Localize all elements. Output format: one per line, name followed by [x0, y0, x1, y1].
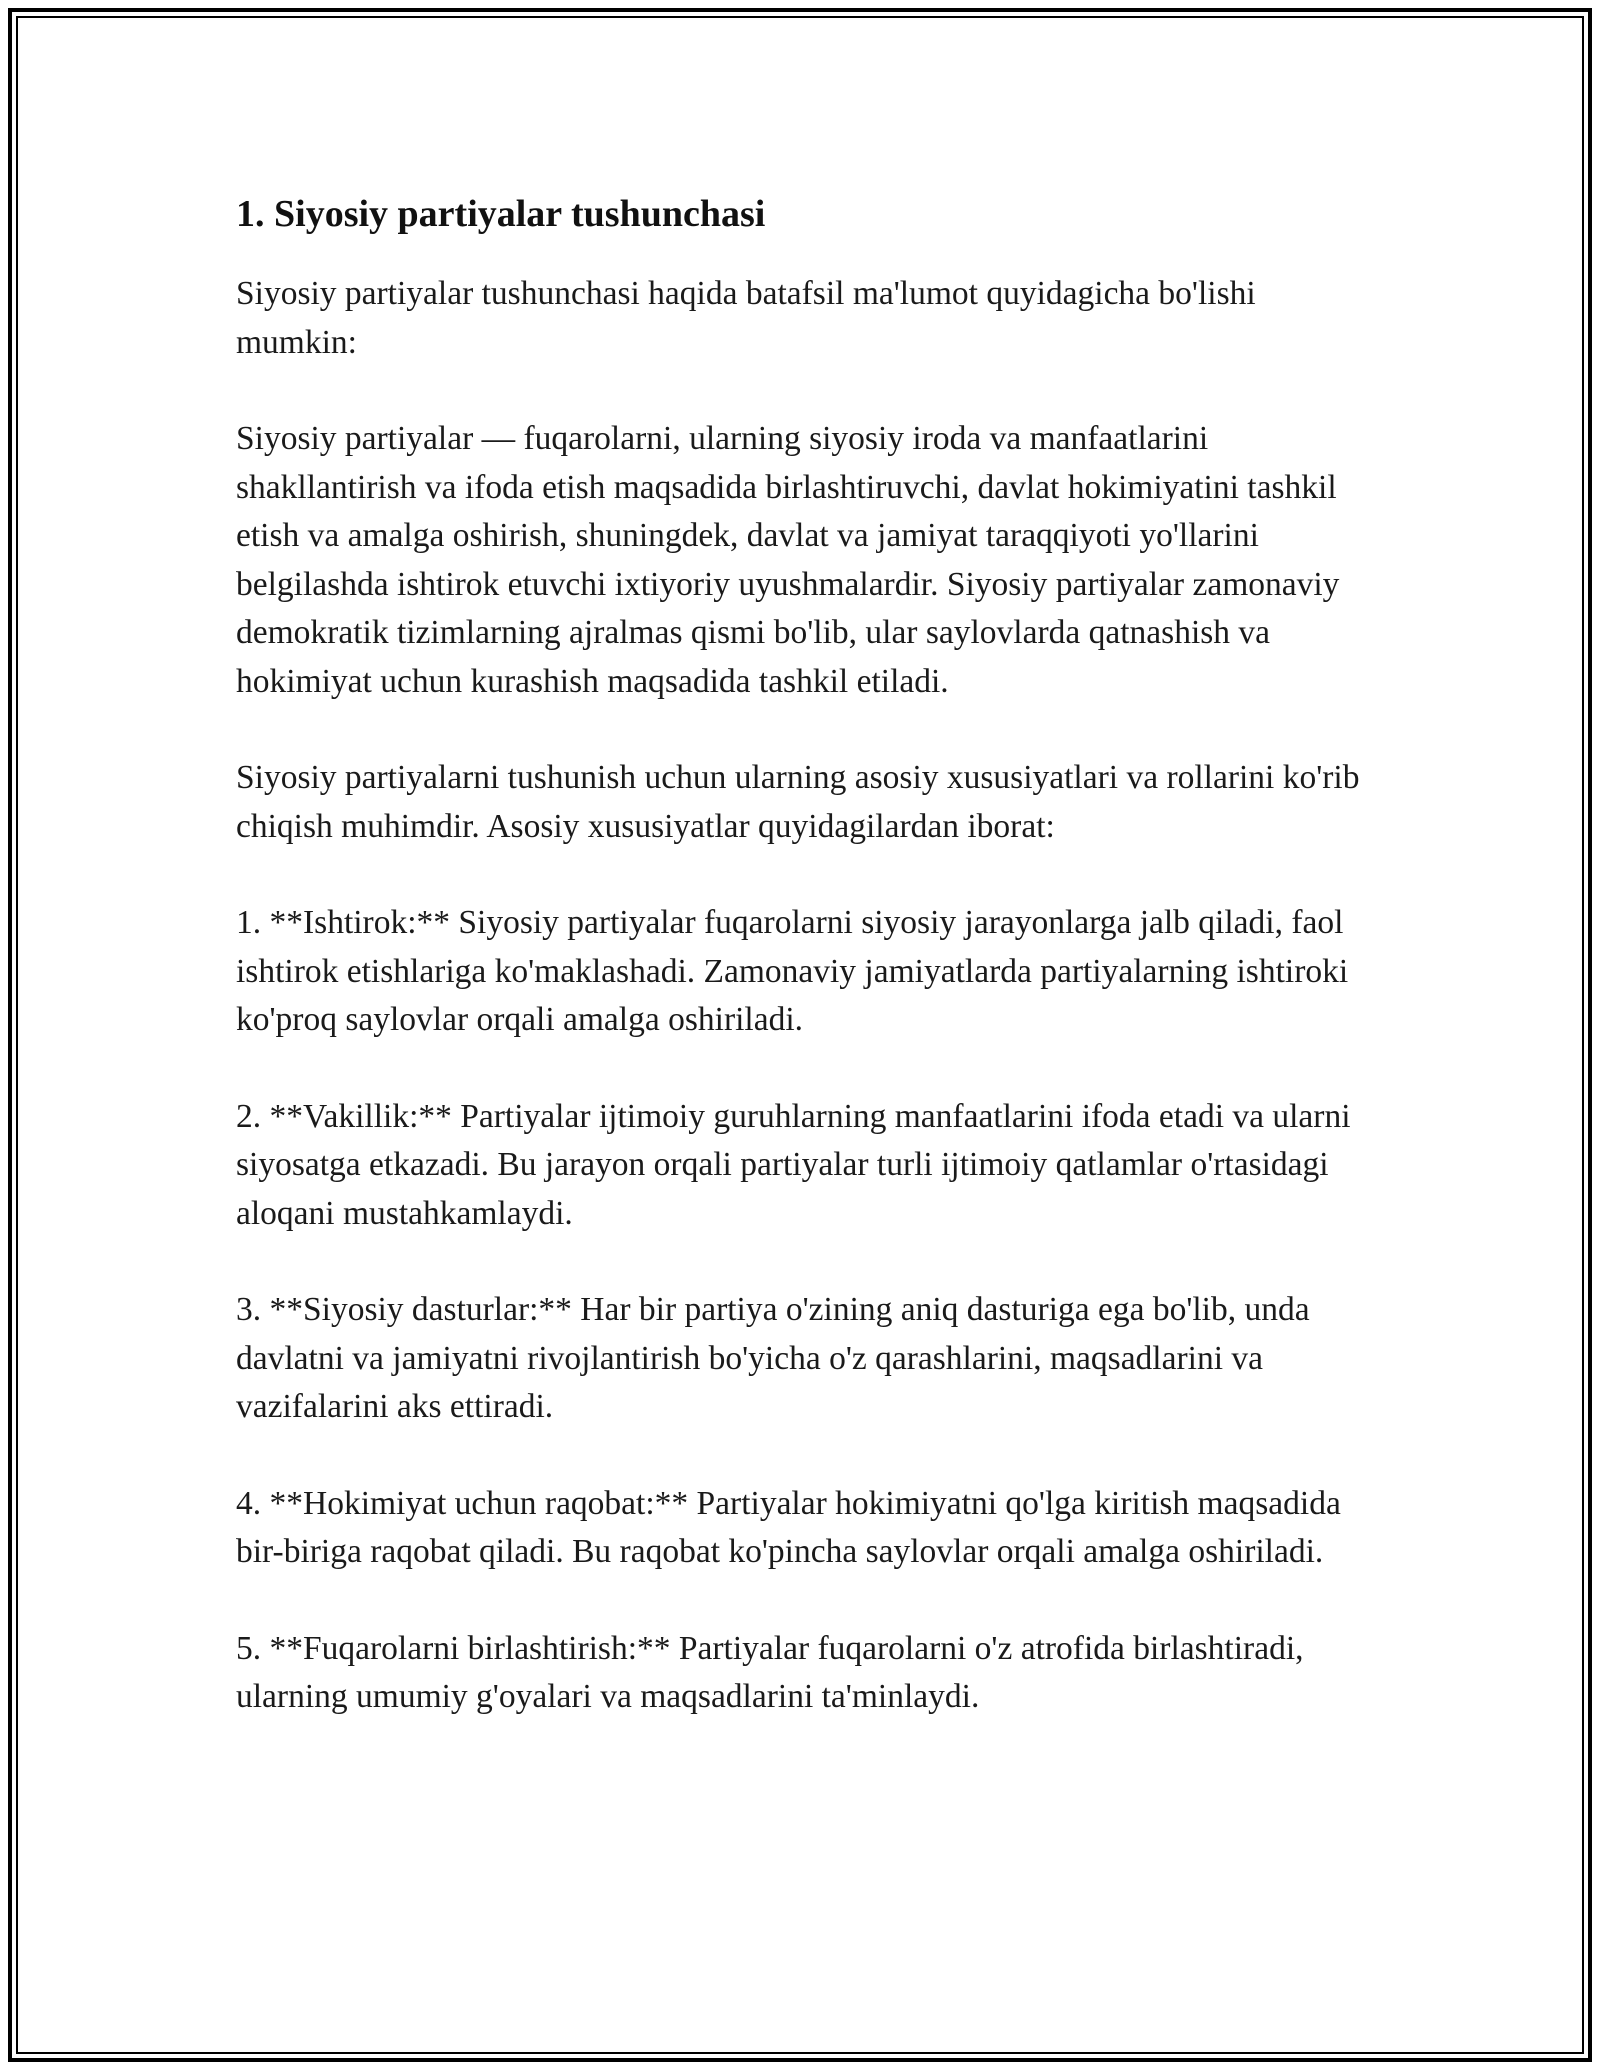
feature-item-uniting-citizens: 5. **Fuqarolarni birlashtirish:** Partiyalar fuqarolarni o'z atrofida birlashtiradi, ularning umumiy g'oyalari va maqsadlarini ta'minlaydi.	[236, 1629, 1304, 1715]
feature-item-representation: 2. **Vakillik:** Partiyalar ijtimoiy guruhlarning manfaatlarini ifoda etadi va ularni siyosatga etkazadi. Bu jarayon orqali partiyalar turli ijtimoiy qatlamlar o'rtasidagi aloqani mustahkamlaydi.	[236, 1097, 1351, 1232]
definition-paragraph: Siyosiy partiyalar — fuqarolarni, ularning siyosiy iroda va manfaatlarini shakllantirish va ifoda etish maqsadida birlashtiruvchi, davlat hokimiyatini tashkil etish va amalga oshirish, shuningdek, davlat va jamiyat taraqqiyoti yo'llarini belgilashda ishtirok etuvchi ixtiyoriy uyushmalardir. Siyosiy partiyalar zamonaviy demokratik tizimlarning ajralmas qismi bo'lib, ular saylovlarda qatnashish va hokimiyat uchun kurashish maqsadida tashkil etiladi.	[236, 420, 1340, 700]
feature-item-participation: 1. **Ishtirok:** Siyosiy partiyalar fuqarolarni siyosiy jarayonlarga jalb qiladi, faol ishtirok etishlariga ko'maklashadi. Zamonaviy jamiyatlarda partiyalarning ishtiroki ko'proq saylovlar orqali amalga oshiriladi.	[236, 904, 1349, 1038]
document-body	[236, 188, 1376, 1722]
feature-item-political-programs: 3. **Siyosiy dasturlar:** Har bir partiya o'zining aniq dasturiga ega bo'lib, unda davlatni va jamiyatni rivojlantirish bo'yicha o'z qarashlarini, maqsadlarini va vazifalarini aks ettiradi.	[236, 1291, 1310, 1425]
features-intro-paragraph: Siyosiy partiyalarni tushunish uchun ularning asosiy xususiyatlari va rollarini ko'rib chiqish muhimdir. Asosiy xususiyatlar quyidagilardan iborat:	[236, 759, 1360, 845]
intro-paragraph: Siyosiy partiyalar tushunchasi haqida batafsil ma'lumot quyidagicha bo'lishi mumkin:	[236, 275, 1256, 361]
feature-item-power-competition: 4. **Hokimiyat uchun raqobat:** Partiyalar hokimiyatni qo'lga kiritish maqsadida bir-biriga raqobat qiladi. Bu raqobat ko'pincha saylovlar orqali amalga oshiriladi.	[236, 1484, 1341, 1570]
section-heading: 1. Siyosiy partiyalar tushunchasi	[236, 193, 766, 235]
